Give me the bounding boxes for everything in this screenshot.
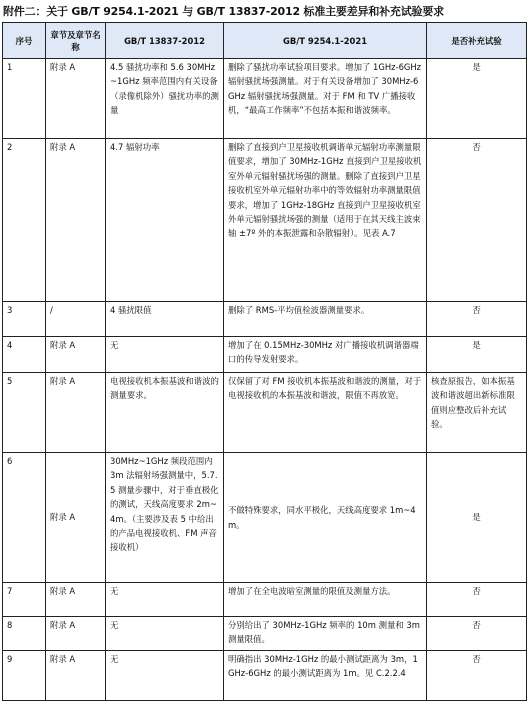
page-title: 附件二：关于 GB/T 9254.1-2021 与 GB/T 13837-2012 标准主要差异和补充试验要求 [3, 5, 444, 18]
cell-old: 4.5 骚扰功率和 5.6 30MHz~1GHz 频率范围内有关设备（录像机除外）骚扰功率的测量 [106, 59, 224, 139]
cell-no: 5 [3, 373, 46, 453]
cell-test: 是 [427, 337, 527, 373]
cell-no: 2 [3, 139, 46, 302]
cell-section: 附录 A [46, 139, 106, 302]
table-row [3, 302, 527, 337]
cell-old: 无 [106, 651, 224, 701]
header-supplementary-test: 是否补充试验 [427, 23, 527, 59]
header-new-standard: GB/T 9254.1-2021 [224, 23, 427, 59]
cell-new: 不做特殊要求，同水平极化，天线高度要求 1m~4m。 [224, 453, 427, 583]
cell-test: 是 [427, 59, 527, 139]
cell-test: 核查原报告，如本振基波和谐波超出新标准限值则应整改后补充试验。 [427, 373, 527, 453]
table-row [3, 453, 527, 583]
table-row [3, 139, 527, 302]
cell-test: 是 [427, 453, 527, 583]
cell-no: 3 [3, 302, 46, 337]
cell-section: / [46, 302, 106, 337]
table-row [3, 373, 527, 453]
cell-section: 附录 A [46, 617, 106, 651]
cell-test: 否 [427, 302, 527, 337]
table-row [3, 651, 527, 701]
table-row [3, 617, 527, 651]
cell-new: 删除了骚扰功率试验项目要求。增加了 1GHz-6GHz 辐射骚扰场强测量。对于有关设备增加了 30MHz-6GHz 辐射骚扰场强测量。对于 FM 和 TV 广播接收机，“最高工作频率”不包括本振和谐波频率。 [224, 59, 427, 139]
cell-no: 4 [3, 337, 46, 373]
cell-section: 附录 A [46, 651, 106, 701]
cell-new: 明确指出 30MHz-1GHz 的最小测试距离为 3m，1GHz-6GHz 的最小测试距离为 1m。见 C.2.2.4 [224, 651, 427, 701]
cell-section: 附录 A [46, 453, 106, 583]
cell-no: 1 [3, 59, 46, 139]
cell-old: 30MHz~1GHz 频段范围内 3m 法辐射场强测量中，5.7.5 测量步骤中，对于垂直极化的测试，天线高度要求 2m~4m。（主要涉及表 5 中给出的产品电视接收机、FM 声音接收机） [106, 453, 224, 583]
cell-old: 无 [106, 337, 224, 373]
table-row [3, 337, 527, 373]
header-old-standard: GB/T 13837-2012 [106, 23, 224, 59]
cell-no: 7 [3, 583, 46, 617]
cell-old: 无 [106, 583, 224, 617]
cell-test: 否 [427, 617, 527, 651]
cell-new: 删除了 RMS-平均值检波器测量要求。 [224, 302, 427, 337]
cell-test: 否 [427, 139, 527, 302]
cell-new: 分别给出了 30MHz-1GHz 频率的 10m 测量和 3m 测量限值。 [224, 617, 427, 651]
cell-test: 否 [427, 583, 527, 617]
table-row [3, 583, 527, 617]
cell-no: 6 [3, 453, 46, 583]
cell-old: 4 骚扰限值 [106, 302, 224, 337]
cell-new: 仅保留了对 FM 接收机本振基波和谐波的测量，对于电视接收机的本振基波和谐波，限值不再放宽。 [224, 373, 427, 453]
cell-no: 8 [3, 617, 46, 651]
header-no: 序号 [3, 23, 46, 59]
cell-old: 电视接收机本振基波和谐波的测量要求。 [106, 373, 224, 453]
cell-new: 删除了直接到户卫星接收机调谐单元辐射功率测量限值要求，增加了 30MHz-1GHz 直接到户卫星接收机室外单元辐射骚扰场强的测量。删除了直接到户卫星接收机室外单元辐射功率中的等效辐射功率测量限值要求，增加了 1GHz-18GHz 直接到户卫星接收机室外单元辐射骚扰场强的测量（适用于在其天线主波束轴 ±7º 外的本振泄露和杂散辐射）。见表 A.7 [224, 139, 427, 302]
cell-section: 附录 A [46, 59, 106, 139]
cell-section: 附录 A [46, 337, 106, 373]
table-header-row [3, 23, 527, 59]
table-row [3, 59, 527, 139]
cell-no: 9 [3, 651, 46, 701]
cell-old: 4.7 辐射功率 [106, 139, 224, 302]
cell-new: 增加了在全电波暗室测量的限值及测量方法。 [224, 583, 427, 617]
cell-test: 否 [427, 651, 527, 701]
cell-section: 附录 A [46, 583, 106, 617]
cell-section: 附录 A [46, 373, 106, 453]
standards-diff-table [2, 22, 527, 701]
cell-new: 增加了在 0.15MHz-30MHz 对广播接收机调谐器端口的传导发射要求。 [224, 337, 427, 373]
header-section: 章节及章节名称 [46, 23, 106, 59]
cell-old: 无 [106, 617, 224, 651]
